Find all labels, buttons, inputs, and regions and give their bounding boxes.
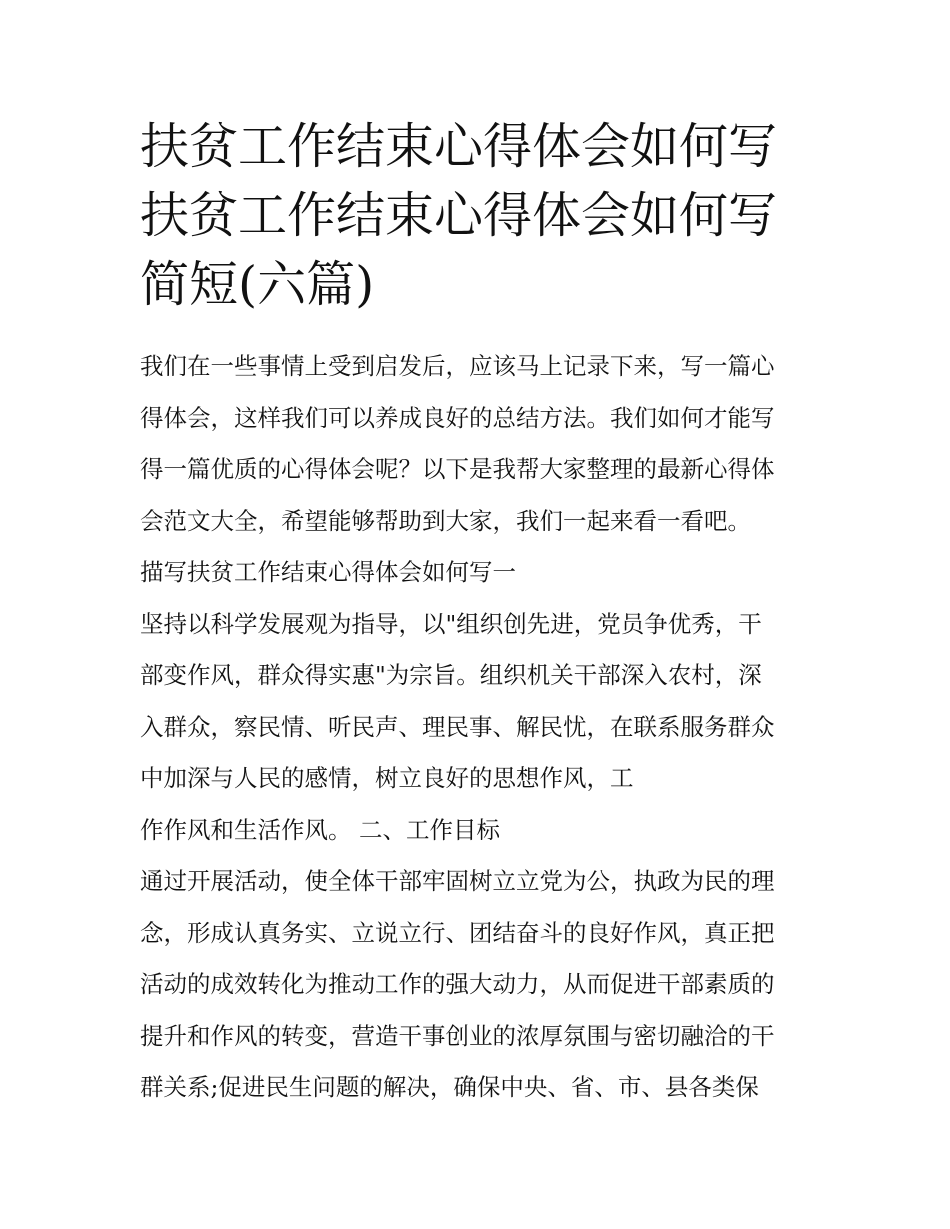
body-paragraph [140,599,820,805]
text-line: 入群众，察民情、听民声、理民事、解民忧，在联系服务群众 [140,712,775,741]
text-line: 活动的成效转化为推动工作的强大动力，从而促进干部素质的 [140,970,775,998]
text-line: 部变作风，群众得实惠"为宗旨。组织机关干部深入农村，深 [140,661,762,689]
section-heading [140,547,820,599]
text-line: 得体会，这样我们可以养成良好的总结方法。我们如何才能写 [140,403,775,432]
body-paragraph [140,805,820,857]
text-line: 坚持以科学发展观为指导，以"组织创先进，党员争优秀，干 [140,609,762,638]
text-line: 提升和作风的转变，营造干事创业的浓厚氛围与密切融洽的干 [140,1021,775,1050]
title-line-1: 扶贫工作结束心得体会如何写 [140,118,778,175]
title-line-3: 简短(六篇) [140,256,375,313]
body-paragraph [140,856,820,1114]
title-line-2: 扶贫工作结束心得体会如何写 [140,187,778,244]
text-line: 会范文大全，希望能够帮助到大家，我们一起来看一看吧。 [140,506,751,535]
text-line: 描写扶贫工作结束心得体会如何写一 [140,558,516,586]
text-line: 念，形成认真务实、立说立行、团结奋斗的良好作风，真正把 [140,918,775,947]
text-line: 得一篇优质的心得体会呢？以下是我帮大家整理的最新心得体 [140,455,775,483]
document-content [140,112,820,1114]
document-body [140,341,820,1114]
text-line: 作作风和生活作风。 二、工作目标 [140,815,500,844]
document-title [140,112,820,319]
text-line: 群关系;促进民生问题的解决，确保中央、省、市、县各类保 [140,1073,759,1101]
text-line: 中加深与人民的感情，树立良好的思想作风，工 [140,764,634,792]
text-line: 通过开展活动，使全体干部牢固树立立党为公，执政为民的理 [140,867,775,895]
intro-paragraph [140,341,820,547]
text-line: 我们在一些事情上受到启发后，应该马上记录下来，写一篇心 [140,352,775,380]
